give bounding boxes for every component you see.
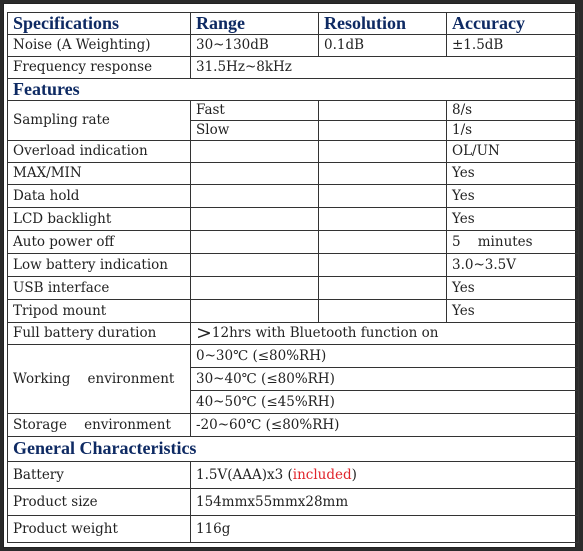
product-size-value: 154mmx55mmx28mm [191,489,579,516]
noise-range: 30~130dB [191,35,319,57]
noise-label: Noise (A Weighting) [8,35,191,57]
table-row-weight [8,516,579,543]
battery-label: Battery [8,462,191,489]
battery-included-note: included [292,466,352,483]
table-row-working-1 [8,345,579,368]
feature-label: USB interface [8,277,191,300]
working-range-3: 40~50℃ (≤45%RH) [191,391,579,414]
table-row-sampling-fast [8,101,579,121]
sampling-fast-blank [319,101,447,121]
feature-value: Yes [447,208,579,231]
feature-label: MAX/MIN [8,163,191,185]
feature-label: Data hold [8,185,191,208]
table-row-frequency [8,57,579,79]
general-title-row [8,437,579,462]
table-row-full-battery [8,323,579,345]
sampling-fast-value: 8/s [447,101,579,121]
table-row [8,300,579,323]
battery-close-paren: ) [351,466,357,483]
product-size-label: Product size [8,489,191,516]
header-row [8,13,579,35]
product-weight-label: Product weight [8,516,191,543]
specifications-table [7,12,579,543]
table-row [8,208,579,231]
frequency-range: 31.5Hz~8kHz [191,57,579,79]
frequency-label: Frequency response [8,57,191,79]
full-battery-value: 12hrs with Bluetooth function on [211,324,439,341]
storage-range: -20~60℃ (≤80%RH) [191,414,579,437]
battery-value: 1.5V(AAA)x3 ( [196,466,293,483]
sampling-slow-blank [319,121,447,141]
general-characteristics-title: General Characteristics [8,437,579,462]
table-row [8,277,579,300]
spec-sheet [3,3,576,548]
sampling-slow-value: 1/s [447,121,579,141]
full-battery-cell [191,323,579,345]
header-specifications: Specifications [8,13,191,35]
table-row [8,231,579,254]
header-resolution: Resolution [319,13,447,35]
sampling-rate-label: Sampling rate [8,101,191,141]
table-row [8,185,579,208]
working-range-1: 0~30℃ (≤80%RH) [191,345,579,368]
sampling-fast-label: Fast [191,101,319,121]
working-environment-label: Working environment [8,345,191,414]
feature-value: Yes [447,300,579,323]
feature-value: Yes [447,277,579,300]
features-title: Features [8,79,579,101]
feature-label: Tripod mount [8,300,191,323]
sampling-slow-label: Slow [191,121,319,141]
noise-resolution: 0.1dB [319,35,447,57]
product-weight-value: 116g [191,516,579,543]
table-row-storage [8,414,579,437]
feature-label: LCD backlight [8,208,191,231]
feature-value: Yes [447,163,579,185]
feature-value: Yes [447,185,579,208]
table-row [8,141,579,163]
greater-than-symbol: > [196,322,212,344]
table-row [8,254,579,277]
feature-value: OL/UN [447,141,579,163]
storage-environment-label: Storage environment [8,414,191,437]
table-row-battery [8,462,579,489]
full-battery-label: Full battery duration [8,323,191,345]
noise-accuracy: ±1.5dB [447,35,579,57]
feature-label: Overload indication [8,141,191,163]
feature-value: 5 minutes [447,231,579,254]
features-title-row [8,79,579,101]
table-row [8,163,579,185]
feature-label: Auto power off [8,231,191,254]
working-range-2: 30~40℃ (≤80%RH) [191,368,579,391]
table-row-size [8,489,579,516]
table-row-noise [8,35,579,57]
feature-label: Low battery indication [8,254,191,277]
header-range: Range [191,13,319,35]
header-accuracy: Accuracy [447,13,579,35]
feature-value: 3.0~3.5V [447,254,579,277]
battery-cell [191,462,579,489]
